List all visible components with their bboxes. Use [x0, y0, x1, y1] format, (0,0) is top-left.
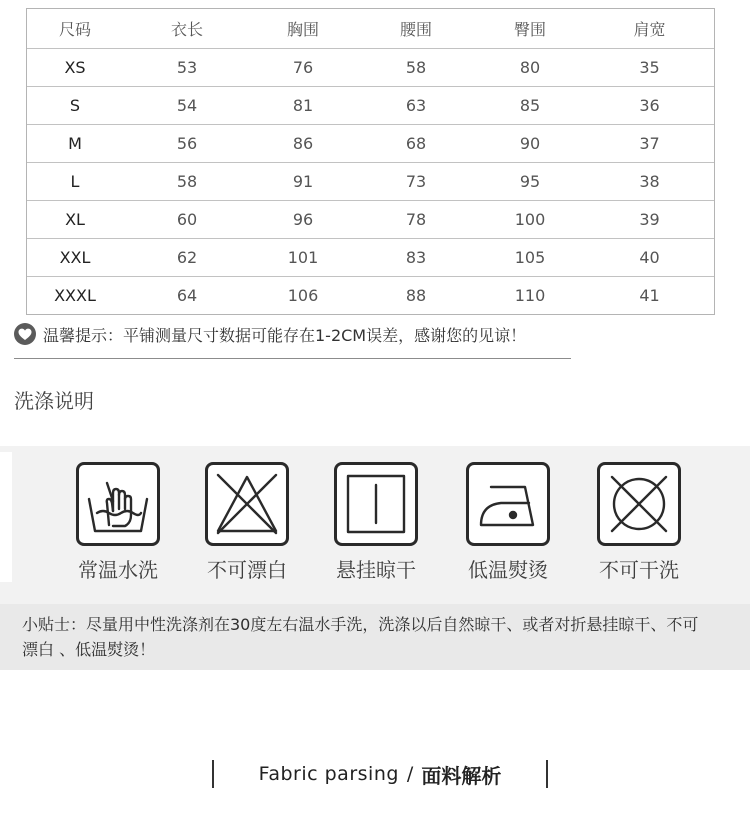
fabric-heading-separator: / [406, 763, 414, 785]
table-row [27, 86, 714, 124]
value-cell: 101 [287, 248, 319, 267]
wash-label: 低温熨烫 [468, 558, 548, 582]
header-cell-waist: 腰围 [399, 20, 432, 39]
value-cell: 106 [287, 286, 319, 305]
value-cell: 91 [292, 172, 314, 191]
value-cell: 63 [405, 96, 427, 115]
value-cell: 37 [639, 134, 660, 153]
care-note-panel [0, 604, 750, 670]
size-cell: XL [65, 210, 85, 229]
header-cell-size: 尺码 [58, 20, 91, 39]
value-cell: 36 [639, 96, 660, 115]
header-cell-bust: 胸围 [286, 20, 319, 39]
table-row [27, 48, 714, 86]
value-cell: 80 [519, 58, 541, 77]
value-cell: 86 [292, 134, 314, 153]
size-cell: XS [64, 58, 86, 77]
value-cell: 54 [176, 96, 198, 115]
value-cell: 96 [292, 210, 314, 229]
heart-icon [14, 323, 36, 345]
low-iron-icon [466, 462, 550, 546]
table-row [27, 238, 714, 276]
care-note-text: 小贴士：尽量用中性洗涤剂在30度左右温水手洗，洗涤以后自然晾干、或者对折悬挂晾干、不可漂白 、低温熨烫！ [22, 615, 699, 659]
value-cell: 81 [292, 96, 314, 115]
value-cell: 62 [176, 248, 198, 267]
panel-notch [0, 452, 12, 582]
value-cell: 83 [405, 248, 427, 267]
tip-divider [14, 358, 571, 359]
value-cell: 85 [519, 96, 541, 115]
value-cell: 78 [405, 210, 427, 229]
value-cell: 41 [639, 286, 660, 305]
header-cell-shoulder: 肩宽 [633, 20, 666, 39]
wash-item-no-bleach [182, 462, 312, 583]
tip-text: 温馨提示：平铺测量尺寸数据可能存在1-2CM误差，感谢您的见谅！ [43, 325, 527, 345]
fabric-heading [212, 760, 548, 788]
table-row [27, 124, 714, 162]
value-cell: 60 [176, 210, 198, 229]
value-cell: 58 [176, 172, 198, 191]
value-cell: 73 [405, 172, 427, 191]
size-cell: XXL [59, 248, 91, 267]
value-cell: 64 [176, 286, 198, 305]
value-cell: 35 [639, 58, 660, 77]
value-cell: 53 [176, 58, 198, 77]
fabric-heading-en: Fabric parsing [258, 763, 399, 785]
wash-item-hand-wash [53, 462, 183, 583]
table-header-row [27, 9, 714, 48]
size-table [26, 8, 715, 315]
no-dry-clean-icon [597, 462, 681, 546]
value-cell: 110 [514, 286, 546, 305]
wash-item-hang-dry [311, 462, 441, 583]
value-cell: 88 [405, 286, 427, 305]
wash-label: 不可干洗 [599, 558, 679, 582]
value-cell: 76 [292, 58, 314, 77]
value-cell: 40 [639, 248, 660, 267]
no-bleach-icon [205, 462, 289, 546]
size-cell: M [68, 134, 82, 153]
measurement-tip [14, 322, 526, 346]
wash-item-no-dry-clean [574, 462, 704, 583]
value-cell: 90 [519, 134, 541, 153]
header-cell-hip: 臀围 [513, 20, 546, 39]
wash-label: 常温水洗 [78, 558, 158, 582]
value-cell: 105 [514, 248, 546, 267]
size-cell: S [69, 96, 81, 115]
value-cell: 95 [519, 172, 541, 191]
value-cell: 68 [405, 134, 427, 153]
table-row [27, 162, 714, 200]
value-cell: 100 [514, 210, 546, 229]
wash-item-low-iron [443, 462, 573, 583]
hand-wash-icon [76, 462, 160, 546]
value-cell: 39 [639, 210, 660, 229]
washing-title: 洗涤说明 [14, 389, 94, 413]
table-row [27, 200, 714, 238]
value-cell: 38 [639, 172, 660, 191]
fabric-heading-cn: 面料解析 [421, 763, 502, 788]
size-cell: XXXL [54, 286, 96, 305]
wash-label: 不可漂白 [207, 558, 287, 582]
wash-label: 悬挂晾干 [336, 558, 416, 582]
value-cell: 58 [405, 58, 427, 77]
size-cell: L [70, 172, 80, 191]
hang-dry-icon [334, 462, 418, 546]
table-row [27, 276, 714, 314]
header-cell-length: 衣长 [170, 20, 203, 39]
washing-panel [0, 446, 750, 604]
value-cell: 56 [176, 134, 198, 153]
